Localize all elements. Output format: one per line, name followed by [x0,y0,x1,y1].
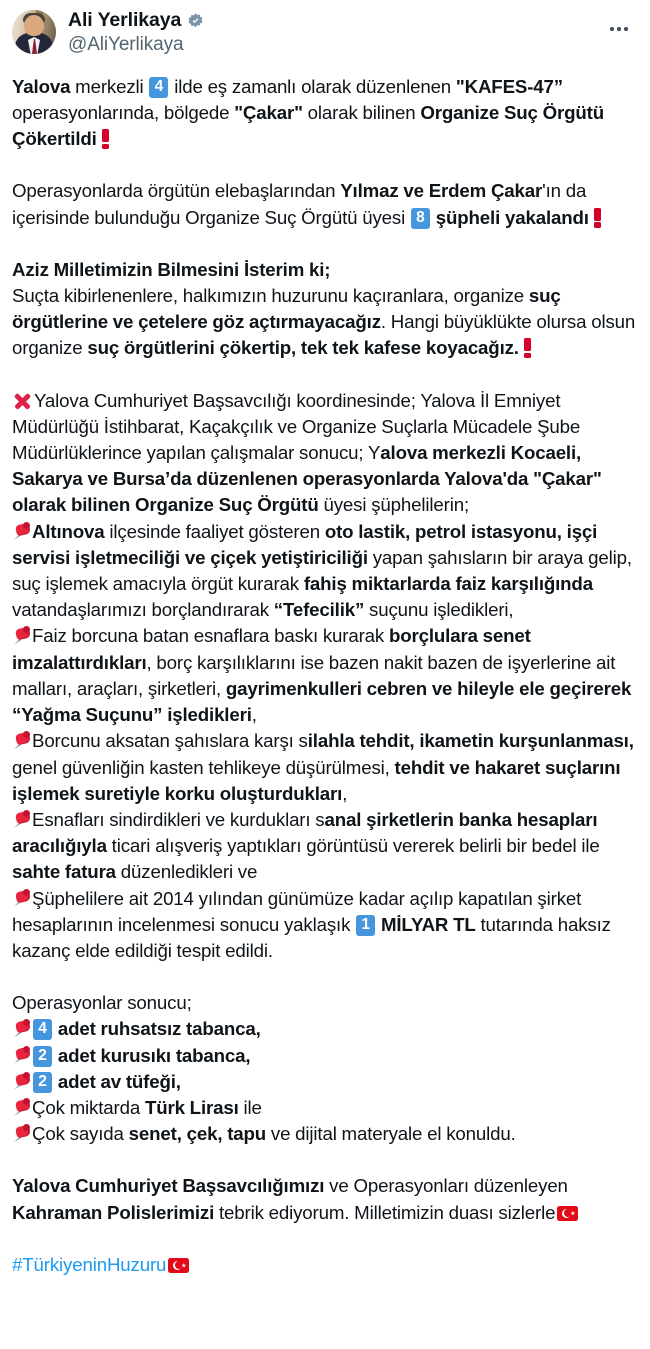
b2-seg4: genel güvenliğin kasten tehlikeye düşürülmesi, [12,756,395,778]
b0-seg8: suçunu işledikleri, [364,599,514,621]
count-badge-4-cities: 4 [149,77,168,98]
bullet-item [12,519,638,624]
b1-seg5: gayrimenkulleri cebren ve hileyle ele geçirerek “Yağma Suçunu” işledikleri [12,677,632,726]
hashtag-line [12,1252,638,1278]
b0-seg5: fahiş miktarlarda faiz karşılığında [303,573,593,595]
paragraph-3 [12,257,638,362]
closing-seg1: Yalova Cumhuriyet Başsavcılığımızı [12,1175,325,1197]
p1-seg4: "KAFES-47” [455,75,563,97]
results-heading-text: Operasyonlar sonucu; [12,992,192,1014]
spacer-1 [12,152,638,178]
p1-seg2: merkezli [70,75,149,97]
paragraph-4 [12,388,638,519]
b2-seg2: Borcunu aksatan şahıslara karşı s [32,730,308,752]
more-dot-1 [610,27,614,31]
result-3-seg1: Çok miktarda [32,1096,145,1118]
p3-seg3: . Hangi büyüklükte olursa olsun organize [12,311,636,359]
bullet-item [12,623,638,728]
turkish-flag-emoji [168,1258,189,1273]
pushpin-emoji [12,810,32,830]
result-4-seg2: senet, çek, tapu [128,1123,267,1145]
pushpin-emoji [12,889,32,909]
b0-seg2: ilçesinde faaliyet gösteren [104,520,325,542]
paragraph-1 [12,74,638,153]
pushpin-emoji [12,626,32,646]
b0-seg1: Altınova [32,520,105,542]
p1-seg6: "Çakar" [234,102,303,124]
p4-seg2: alova merkezli Kocaeli, Sakarya ve Bursa’da düzenlenen operasyonlarda Yalova'da "Çakar" olarak bilinen Organize Suç Örgütü [12,442,602,516]
b3-seg3: anal şirketlerin banka hesapları aracılığıyla [12,808,598,857]
pushpin-emoji [12,731,32,751]
turkish-flag-emoji [557,1206,578,1221]
b0-seg7: “Tefecilik” [273,599,365,621]
p3-seg1: Suçta kibirlenenlere, halkımızın huzurunu kaçıranlara, organize [12,285,529,307]
p4-seg3: üyesi şüphelilerin; [318,494,469,516]
result-2-text: adet av tüfeği, [57,1070,181,1092]
pushpin-emoji [12,1098,32,1118]
result-3-seg3: ile [238,1096,262,1118]
p1-seg5: operasyonlarında, bölgede [12,102,235,124]
count-badge-4-pistols: 4 [33,1019,52,1040]
closing-paragraph [12,1173,638,1225]
p3-seg2: suç örgütlerine ve çetelere göz açtırmayacağız [12,285,561,333]
p2-seg3: 'ın da içerisinde bulunduğu Organize Suç Örgütü üyesi [12,180,587,228]
exclamation-emoji [101,129,110,149]
b1-seg3: borçlulara senet imzalattırdıkları [12,625,531,673]
result-item [12,1095,638,1121]
bullet-item [12,886,638,965]
b3-seg6: düzenledikleri ve [115,861,258,883]
p4-seg1: Yalova Cumhuriyet Başsavcılığı koordinesinde; Yalova İl Emniyet Müdürlüğü İstihbarat, Kaçakçılık ve Organize Suçlarla Mücadele Şube Müdürlüklerince yapılan çalışmalar sonucu; Y [12,389,581,464]
avatar[interactable] [12,10,56,54]
results-heading [12,990,638,1016]
avatar-face [24,15,44,36]
p1-seg7: olarak bilinen [302,102,421,124]
paragraph-2 [12,178,638,230]
cross-mark-emoji [12,391,33,411]
more-dot-2 [617,27,621,31]
account-handle[interactable]: @AliYerlikaya [68,33,184,55]
result-1-text: adet kurusıkı tabanca, [57,1044,251,1066]
result-3-seg2: Türk Lirası [144,1096,239,1118]
b4-seg3: tutarında haksız kazanç elde edildiği tespit edildi. [12,913,611,961]
display-name-row [68,10,205,32]
p3-seg4: suç örgütlerini çökertip, tek tek kafese koyacağız. [87,337,519,359]
pushpin-emoji [12,1124,32,1144]
spacer-4 [12,964,638,990]
p1-seg1: Yalova [12,75,71,97]
bullet-item [12,807,638,886]
closing-seg4: tebrik ediyorum. Milletimizin duası sizlerle [214,1201,556,1223]
more-options-icon[interactable] [604,18,634,40]
b0-seg4: yapan şahısların bir araya gelip, suç işlemek amacıyla örgüt kurarak [12,546,632,595]
p1-seg3: ilde eş zamanlı olarak düzenlenen [169,75,456,97]
result-0-text: adet ruhsatsız tabanca, [57,1018,261,1040]
closing-seg3: Kahraman Polislerimizi [12,1201,215,1223]
pushpin-emoji [12,1072,32,1092]
p1-seg8: Organize Suç Örgütü Çökertildi [12,102,604,150]
more-dot-3 [624,27,628,31]
closing-seg2: ve Operasyonları düzenleyen [324,1175,568,1197]
result-item [12,1069,638,1095]
spacer-2 [12,231,638,257]
result-item [12,1121,638,1147]
b2-seg6: , [342,782,348,804]
b4-seg1: Şüphelilere ait 2014 yılından günümüze kadar açılıp kapatılan şirket hesaplarının incelenmesi sonucu yaklaşık [12,887,582,935]
count-badge-8-suspects: 8 [411,208,430,229]
result-4-seg3: ve dijital materyale el konuldu. [266,1123,516,1145]
b1-seg6: , [251,704,257,726]
result-item [12,1016,638,1042]
b4-seg2: MİLYAR TL [380,913,476,935]
tweet-header [12,10,638,62]
b1-seg2: Faiz borcuna batan esnaflara baskı kurarak [32,625,389,647]
b1-seg4: , borç karşılıklarını ise bazen nakit bazen de işyerlerine ait malları, araçları, şirketleri, [12,651,616,699]
spacer-3 [12,362,638,388]
b2-seg5: tehdit ve hakaret suçlarını işlemek suretiyle korku oluşturdukları [12,756,621,804]
count-badge-2-blank-pistols: 2 [33,1046,52,1067]
result-4-seg1: Çok sayıda [32,1123,129,1145]
result-item [12,1043,638,1069]
p2-seg1: Operasyonlarda örgütün elebaşlarından [12,180,341,202]
p3-heading: Aziz Milletimizin Bilmesini İsterim ki; [12,258,331,280]
b3-seg5: sahte fatura [12,861,116,883]
p2-seg4: şüpheli yakalandı [430,206,589,228]
verified-badge-icon [186,12,205,31]
bullet-item [12,728,638,807]
pushpin-emoji [12,1046,32,1066]
exclamation-emoji [523,338,532,358]
display-name[interactable]: Ali Yerlikaya [68,9,182,31]
hashtag-link[interactable]: #TürkiyeninHuzuru [12,1253,167,1275]
count-badge-1-milyar: 1 [356,915,375,936]
tweet-text [12,62,638,1278]
b2-seg3: ilahla tehdit, ikametin kurşunlanması, [307,730,634,752]
count-badge-2-shotguns: 2 [33,1072,52,1093]
b0-seg3: oto lastik, petrol istasyonu, işçi servisi işletmeciliği ve çiçek yetiştiriciliği [12,520,598,568]
b0-seg6: vatandaşlarımızı borçlandırarak [12,599,274,621]
pushpin-emoji [12,1019,32,1039]
b3-seg4: ticari alışveriş yaptıkları görüntüsü vererek belirli bir bedel ile [106,835,600,857]
spacer-5 [12,1147,638,1173]
p2-seg2: Yılmaz ve Erdem Çakar [340,180,543,202]
account-names [68,10,205,56]
b3-seg2: Esnafları sindirdikleri ve kurdukları s [32,808,325,830]
spacer-6 [12,1226,638,1252]
pushpin-emoji [12,522,32,542]
exclamation-emoji [593,208,602,228]
